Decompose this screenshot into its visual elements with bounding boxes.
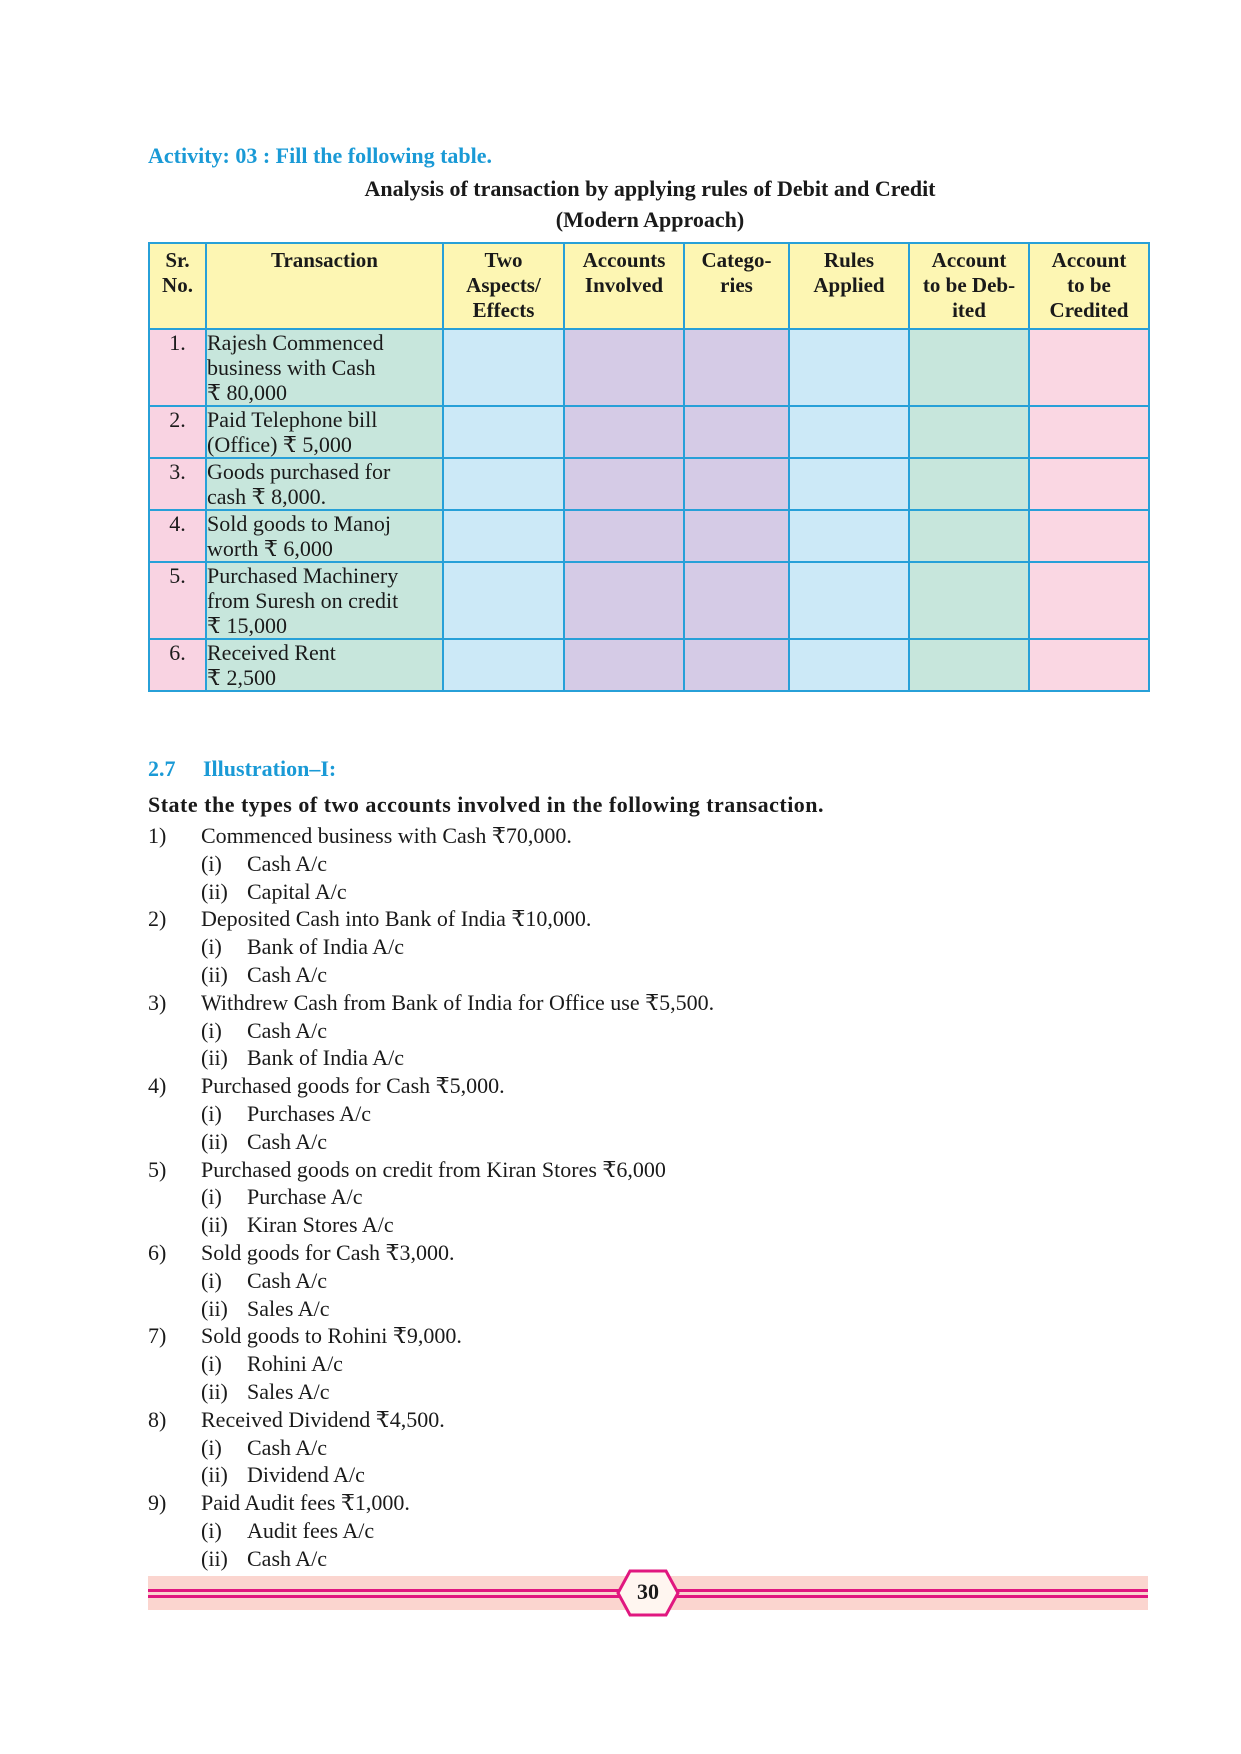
account-name: Kiran Stores A/c: [247, 1212, 394, 1238]
item-number: 4): [148, 1073, 167, 1099]
transaction-line: from Suresh on credit: [207, 588, 399, 613]
transaction-cell: [206, 458, 443, 510]
column-header: [149, 243, 206, 329]
item-text: Received Dividend ₹4,500.: [201, 1406, 445, 1432]
item-text: Paid Audit fees ₹1,000.: [201, 1490, 410, 1516]
column-header-line: ries: [720, 273, 753, 297]
transaction-cell: [206, 639, 443, 691]
answer-cell[interactable]: [684, 329, 789, 406]
column-header-line: Sr.: [165, 248, 190, 272]
account-item: [148, 1044, 1148, 1072]
account-item: [148, 1517, 1148, 1545]
answer-cell[interactable]: [909, 329, 1029, 406]
transaction-item: [148, 1406, 1148, 1434]
serial-number: 3.: [149, 458, 206, 510]
column-header-line: Catego-: [701, 248, 772, 272]
transaction-item: [148, 905, 1148, 933]
account-name: Cash A/c: [247, 850, 328, 876]
item-text: Sold goods to Rohini ₹9,000.: [201, 1323, 462, 1349]
column-header: [909, 243, 1029, 329]
illustration-question: State the types of two accounts involved in the following transaction.: [148, 792, 825, 817]
serial-number: 1.: [149, 329, 206, 406]
answer-cell[interactable]: [684, 510, 789, 562]
answer-cell[interactable]: [443, 510, 564, 562]
account-name: Bank of India A/c: [247, 1045, 405, 1071]
column-header-line: Involved: [584, 273, 664, 297]
column-header: [1029, 243, 1149, 329]
item-number: 8): [148, 1406, 167, 1432]
account-name: Rohini A/c: [247, 1351, 343, 1377]
answer-cell[interactable]: [564, 510, 684, 562]
transaction-cell: [206, 562, 443, 639]
account-item: [148, 1100, 1148, 1128]
sub-label: (i): [201, 1351, 222, 1377]
table-subtitle: (Modern Approach): [555, 207, 745, 232]
account-name: Cash A/c: [247, 1017, 328, 1043]
item-text: Commenced business with Cash ₹70,000.: [201, 823, 572, 848]
column-header: [206, 243, 443, 329]
table-row: [149, 639, 1149, 691]
item-text: Purchased goods on credit from Kiran Stores ₹6,000: [201, 1156, 666, 1182]
column-header-line: to be: [1067, 273, 1111, 297]
column-header-line: Accounts: [582, 248, 666, 272]
transaction-item: [148, 1156, 1148, 1184]
account-item: [148, 878, 1148, 906]
answer-cell[interactable]: [789, 329, 909, 406]
illustration-heading: [148, 756, 336, 782]
sub-label: (ii): [201, 1462, 228, 1488]
answer-cell[interactable]: [443, 406, 564, 458]
answer-cell[interactable]: [1029, 458, 1149, 510]
transaction-line: Goods purchased for: [207, 459, 391, 484]
account-item: [148, 1211, 1148, 1239]
account-item: [148, 933, 1148, 961]
transaction-cell: [206, 329, 443, 406]
answer-cell[interactable]: [789, 458, 909, 510]
sub-label: (i): [201, 1100, 222, 1126]
item-number: 5): [148, 1156, 167, 1182]
column-header-line: Aspects/: [466, 273, 541, 297]
sub-label: (ii): [201, 1212, 228, 1238]
account-name: Cash A/c: [247, 1128, 328, 1154]
column-header-line: Effects: [472, 298, 535, 322]
column-header-line: Account: [1051, 248, 1127, 272]
transaction-item: [148, 989, 1148, 1017]
column-header-line: Transaction: [271, 248, 378, 272]
answer-cell[interactable]: [909, 510, 1029, 562]
answer-cell[interactable]: [1029, 562, 1149, 639]
analysis-table: [148, 242, 1150, 692]
item-number: 2): [148, 906, 167, 932]
account-name: Audit fees A/c: [247, 1517, 375, 1543]
page-footer: [148, 1576, 1148, 1610]
item-text: Purchased goods for Cash ₹5,000.: [201, 1073, 505, 1099]
illustration-number: 2.7: [148, 756, 176, 781]
transaction-line: Sold goods to Manoj: [207, 511, 391, 536]
transaction-line: Purchased Machinery: [207, 563, 399, 588]
account-name: Sales A/c: [247, 1378, 330, 1404]
account-name: Sales A/c: [247, 1295, 330, 1321]
table-row: [149, 458, 1149, 510]
item-text: Sold goods for Cash ₹3,000.: [201, 1239, 455, 1265]
sub-label: (ii): [201, 878, 228, 904]
item-text: Withdrew Cash from Bank of India for Office use ₹5,500.: [201, 989, 715, 1015]
answer-cell[interactable]: [909, 562, 1029, 639]
sub-label: (i): [201, 1517, 222, 1543]
column-header-line: Rules: [823, 248, 875, 272]
column-header: [789, 243, 909, 329]
page-number: 30: [637, 1579, 659, 1604]
answer-cell[interactable]: [684, 458, 789, 510]
answer-cell[interactable]: [564, 562, 684, 639]
illustration-list: [148, 822, 1148, 1573]
answer-cell[interactable]: [909, 406, 1029, 458]
column-header: [564, 243, 684, 329]
sub-label: (ii): [201, 1045, 228, 1071]
answer-cell[interactable]: [909, 458, 1029, 510]
sub-label: (i): [201, 850, 222, 876]
transaction-line: ₹ 15,000: [207, 613, 287, 638]
transaction-item: [148, 1072, 1148, 1100]
sub-label: (i): [201, 1017, 222, 1043]
column-header-line: to be Deb-: [922, 273, 1016, 297]
table-row: [149, 329, 1149, 406]
answer-cell[interactable]: [1029, 406, 1149, 458]
account-item: [148, 1378, 1148, 1406]
account-item: [148, 1267, 1148, 1295]
column-header-line: No.: [162, 273, 193, 297]
account-name: Dividend A/c: [247, 1462, 365, 1488]
answer-cell[interactable]: [443, 329, 564, 406]
table-row: [149, 406, 1149, 458]
serial-number: 2.: [149, 406, 206, 458]
table-row: [149, 562, 1149, 639]
sub-label: (i): [201, 1184, 222, 1210]
answer-cell[interactable]: [564, 639, 684, 691]
sub-label: (i): [201, 934, 222, 960]
sub-label: (ii): [201, 1378, 228, 1404]
transaction-cell: [206, 510, 443, 562]
sub-label: (ii): [201, 1545, 228, 1571]
item-number: 6): [148, 1239, 167, 1265]
sub-label: (ii): [201, 1295, 228, 1321]
account-name: Cash A/c: [247, 1545, 328, 1571]
account-item: [148, 1017, 1148, 1045]
account-item: [148, 1295, 1148, 1323]
item-text: Deposited Cash into Bank of India ₹10,000.: [201, 906, 592, 932]
answer-cell[interactable]: [564, 406, 684, 458]
transaction-line: ₹ 2,500: [207, 665, 276, 690]
transaction-line: Rajesh Commenced: [207, 330, 384, 355]
column-header: [684, 243, 789, 329]
answer-cell[interactable]: [564, 329, 684, 406]
answer-cell[interactable]: [789, 510, 909, 562]
transaction-line: (Office) ₹ 5,000: [207, 432, 352, 457]
transaction-line: Paid Telephone bill: [207, 407, 378, 432]
account-item: [148, 1128, 1148, 1156]
transaction-cell: [206, 406, 443, 458]
item-number: 7): [148, 1323, 167, 1349]
transaction-item: [148, 822, 1148, 850]
column-header: [443, 243, 564, 329]
column-header-line: Account: [931, 248, 1007, 272]
transaction-line: business with Cash: [207, 355, 376, 380]
table-header-row: [149, 243, 1149, 329]
answer-cell[interactable]: [1029, 329, 1149, 406]
serial-number: 5.: [149, 562, 206, 639]
sub-label: (i): [201, 1434, 222, 1460]
account-name: Purchase A/c: [247, 1184, 363, 1210]
transaction-line: ₹ 80,000: [207, 380, 287, 405]
answer-cell[interactable]: [1029, 639, 1149, 691]
account-item: [148, 1183, 1148, 1211]
column-header-line: Two: [484, 248, 523, 272]
account-item: [148, 1434, 1148, 1462]
serial-number: 6.: [149, 639, 206, 691]
column-header-line: Applied: [813, 273, 885, 297]
account-item: [148, 961, 1148, 989]
activity-title: Activity: 03 : Fill the following table.: [148, 143, 493, 168]
sub-label: (ii): [201, 1128, 228, 1154]
transaction-line: worth ₹ 6,000: [207, 536, 333, 561]
sub-label: (i): [201, 1267, 222, 1293]
account-name: Capital A/c: [247, 878, 347, 904]
answer-cell[interactable]: [684, 562, 789, 639]
account-name: Purchases A/c: [247, 1100, 372, 1126]
serial-number: 4.: [149, 510, 206, 562]
answer-cell[interactable]: [684, 639, 789, 691]
column-header-line: ited: [952, 298, 986, 322]
answer-cell[interactable]: [789, 639, 909, 691]
account-name: Bank of India A/c: [247, 934, 405, 960]
table-row: [149, 510, 1149, 562]
answer-cell[interactable]: [789, 562, 909, 639]
item-number: 3): [148, 989, 167, 1015]
account-name: Cash A/c: [247, 961, 328, 987]
answer-cell[interactable]: [1029, 510, 1149, 562]
answer-cell[interactable]: [443, 639, 564, 691]
transaction-line: Received Rent: [207, 640, 336, 665]
answer-cell[interactable]: [684, 406, 789, 458]
answer-cell[interactable]: [443, 562, 564, 639]
account-item: [148, 1461, 1148, 1489]
account-name: Cash A/c: [247, 1434, 328, 1460]
transaction-item: [148, 1322, 1148, 1350]
sub-label: (ii): [201, 961, 228, 987]
transaction-item: [148, 1489, 1148, 1517]
answer-cell[interactable]: [564, 458, 684, 510]
transaction-line: cash ₹ 8,000.: [207, 484, 327, 509]
table-title: Analysis of transaction by applying rules of Debit and Credit: [364, 176, 936, 201]
account-name: Cash A/c: [247, 1267, 328, 1293]
item-number: 9): [148, 1490, 167, 1516]
answer-cell[interactable]: [443, 458, 564, 510]
column-header-line: Credited: [1049, 298, 1129, 322]
transaction-item: [148, 1239, 1148, 1267]
answer-cell[interactable]: [789, 406, 909, 458]
answer-cell[interactable]: [909, 639, 1029, 691]
account-item: [148, 1350, 1148, 1378]
illustration-title: Illustration–I:: [203, 756, 337, 781]
account-item: [148, 850, 1148, 878]
item-number: 1): [148, 823, 167, 848]
